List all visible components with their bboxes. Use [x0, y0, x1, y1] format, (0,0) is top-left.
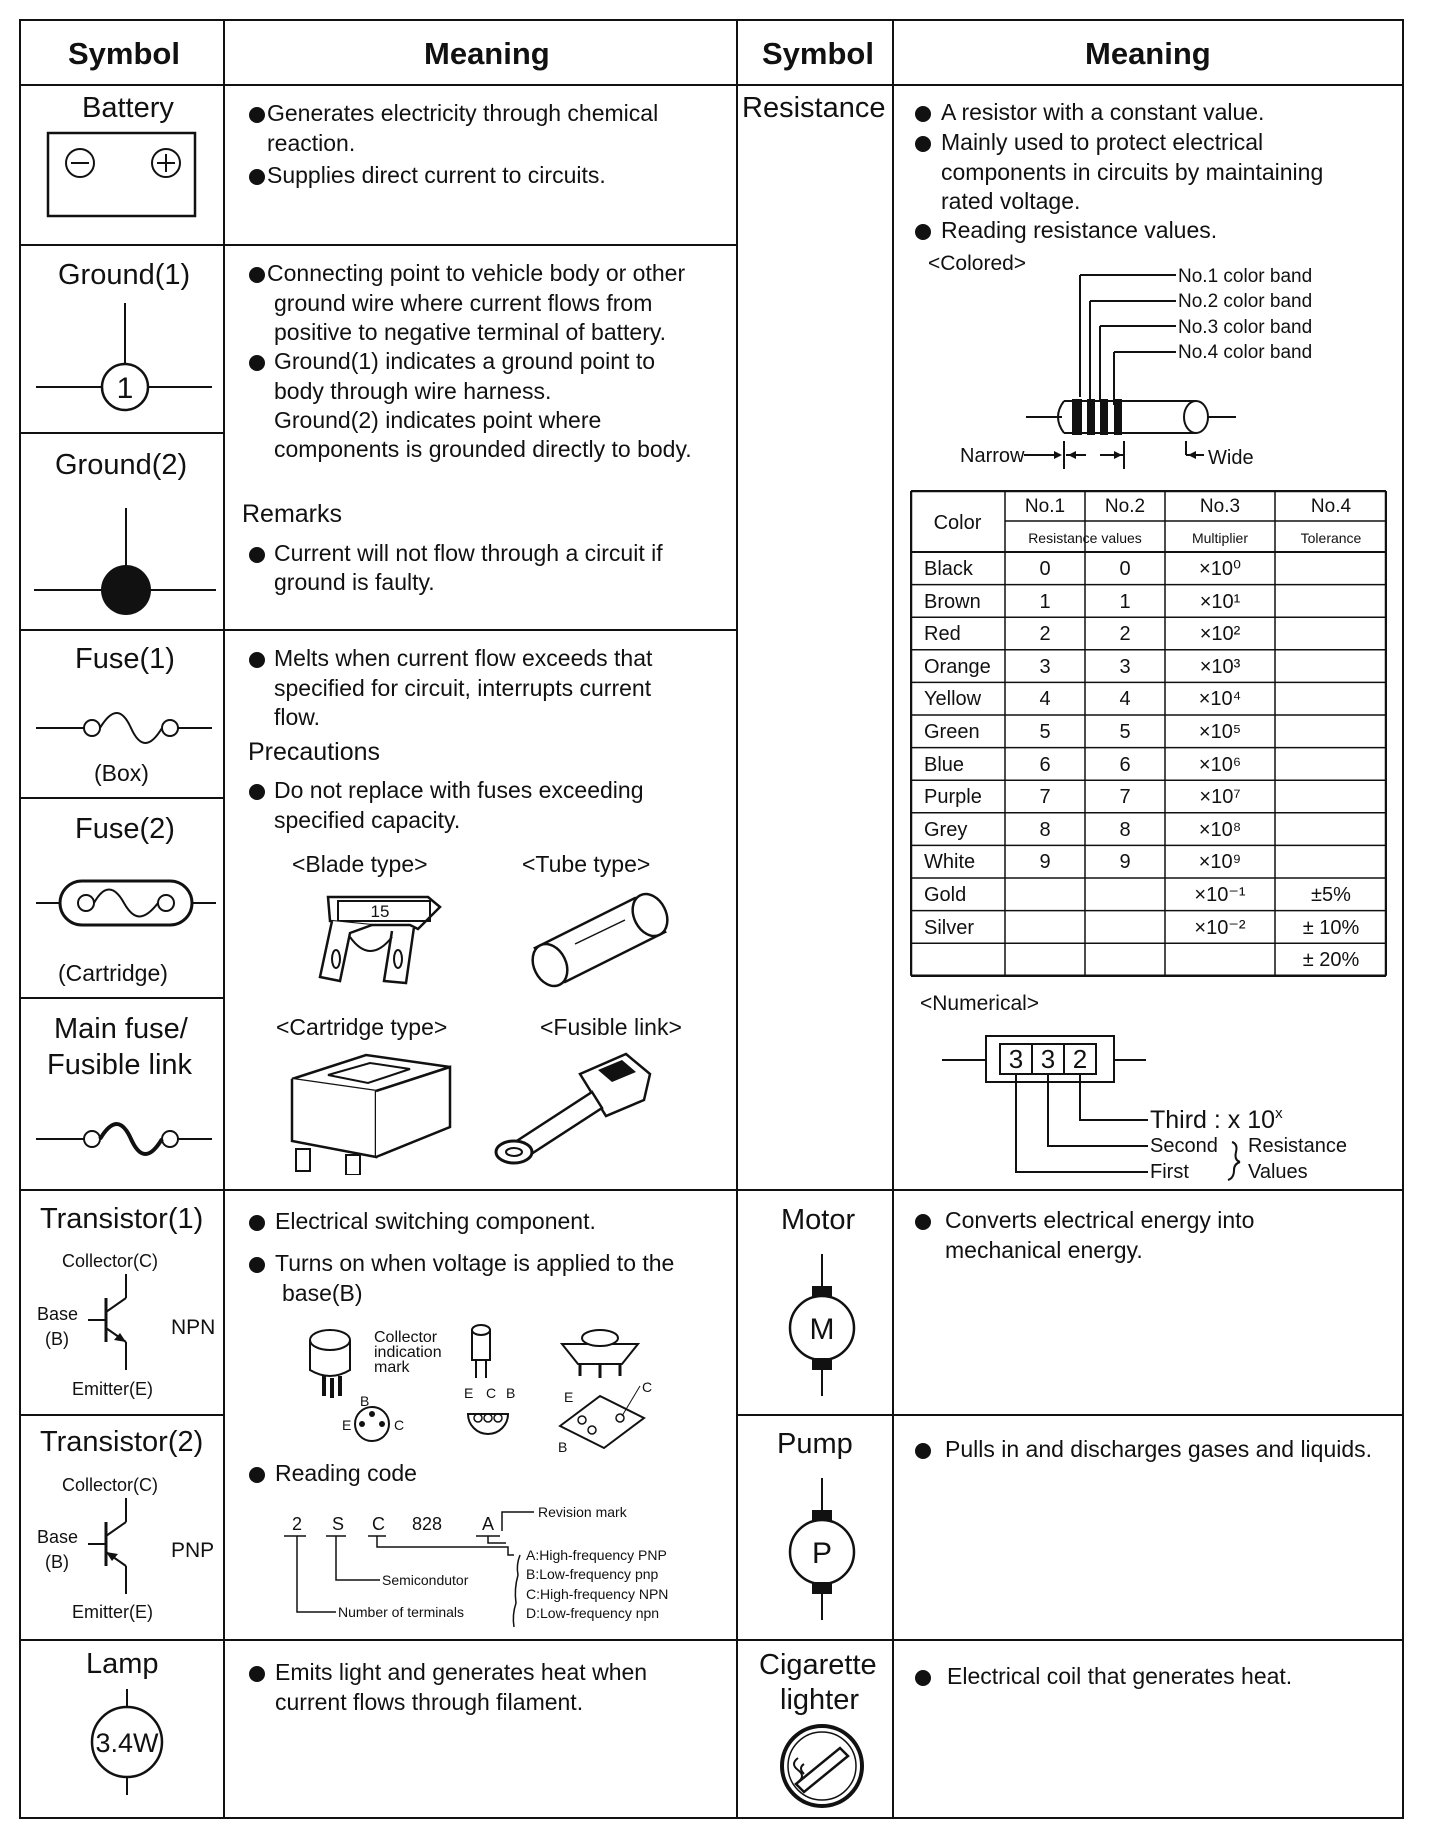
ground-remark-1: Current will not flow through a circuit if — [274, 540, 663, 566]
band-label-4: No.4 color band — [1178, 342, 1313, 363]
transistor2-emitter: Emitter(E) — [72, 1602, 153, 1622]
ground1-label: 1 — [116, 372, 134, 405]
ground-line-6: Ground(2) indicates point where — [274, 407, 602, 433]
table-cell-no1: 9 — [1039, 851, 1051, 874]
table-cell-multiplier: ×10⁰ — [1199, 558, 1241, 580]
transistor1-collector: Collector(C) — [62, 1251, 159, 1271]
table-subheader-multiplier: Multiplier — [1191, 530, 1248, 546]
table-cell-no2: 9 — [1119, 851, 1131, 874]
table-cell-no1: 0 — [1039, 558, 1051, 580]
transistor1-npn: NPN — [171, 1316, 216, 1339]
table-cell-no2: 3 — [1119, 655, 1131, 678]
ground-line-2: ground wire where current flows from — [274, 290, 653, 316]
table-cell-color: Black — [924, 558, 973, 580]
bullet — [915, 224, 931, 240]
table-cell-no1: 1 — [1039, 590, 1051, 613]
pin-c-2: C — [486, 1385, 497, 1401]
table-cell-multiplier: ×10⁻² — [1194, 916, 1246, 939]
battery-line-3: Supplies direct current to circuits. — [267, 162, 606, 188]
pump-title: Pump — [777, 1428, 853, 1460]
type-b: B:Low-frequency pnp — [526, 1566, 659, 1582]
table-cell-color: Gold — [924, 884, 967, 906]
motor-title: Motor — [781, 1204, 856, 1236]
collector-label-3: mark — [374, 1359, 410, 1376]
resistance-line-3: components in circuits by maintaining — [941, 159, 1324, 185]
code-digit: 2 — [292, 1514, 303, 1534]
third-sup: x — [1275, 1105, 1283, 1122]
type-c: C:High-frequency NPN — [526, 1586, 669, 1602]
table-cell-no1: 3 — [1039, 655, 1051, 678]
table-cell-color: White — [924, 851, 976, 874]
table-cell-color: Grey — [924, 818, 968, 841]
transistor1-title: Transistor(1) — [40, 1203, 204, 1235]
fusible-link-illustration — [490, 1040, 690, 1170]
bullet — [915, 1443, 931, 1459]
ground2-symbol — [22, 500, 222, 650]
table-header-color: Color — [933, 512, 982, 534]
band-label-1: No.1 color band — [1178, 266, 1313, 287]
bullet — [249, 784, 265, 800]
fuse1-box: (Box) — [94, 760, 149, 786]
motor-symbol — [772, 1250, 872, 1400]
cigarette-title-1: Cigarette — [759, 1649, 877, 1681]
bullet — [249, 652, 265, 668]
fusible-link-symbol — [22, 1115, 222, 1165]
color-code-table — [910, 490, 1387, 983]
pin-b-1: B — [360, 1393, 370, 1409]
bullet — [249, 1666, 265, 1682]
code-revision: A — [482, 1514, 495, 1534]
ground-line-7: components is grounded directly to body. — [274, 436, 692, 462]
colored-resistor-diagram — [940, 255, 1370, 485]
pin-e-1: E — [342, 1417, 352, 1433]
table-cell-color: Brown — [924, 590, 981, 613]
fuse2-symbol — [22, 867, 222, 937]
table-cell-multiplier: ×10³ — [1199, 655, 1241, 678]
header-symbol: Symbol — [68, 36, 180, 71]
npn-transistor-symbol — [82, 1270, 162, 1380]
table-cell-multiplier: ×10⁶ — [1198, 753, 1242, 776]
ground-line-5: body through wire harness. — [274, 378, 552, 404]
fuse-line-2: specified for circuit, interrupts current — [274, 675, 652, 701]
ground-remarks-title: Remarks — [242, 500, 343, 528]
transistor-line-1: Electrical switching component. — [275, 1208, 596, 1234]
bullet — [249, 107, 265, 123]
type-a: A:High-frequency PNP — [526, 1547, 667, 1563]
ground-remark-2: ground is faulty. — [274, 569, 435, 595]
pnp-transistor-symbol — [82, 1494, 162, 1604]
ground-line-3: positive to negative terminal of battery. — [274, 319, 667, 345]
transistor1-emitter: Emitter(E) — [72, 1379, 153, 1399]
blade-fuse-rating: 15 — [370, 902, 390, 921]
table-cell-no2: 6 — [1119, 753, 1131, 776]
header-symbol-2: Symbol — [762, 36, 874, 71]
third-label — [1150, 1105, 1283, 1134]
table-subheader-tolerance: Tolerance — [1300, 530, 1362, 546]
bullet — [915, 136, 931, 152]
fuse1-symbol — [22, 705, 222, 755]
cigarette-lighter-symbol — [774, 1718, 874, 1818]
pump-line-1: Pulls in and discharges gases and liquids. — [945, 1436, 1373, 1462]
revision-label: Revision mark — [538, 1505, 627, 1520]
transistor-line-3: base(B) — [282, 1280, 363, 1306]
tube-type-label: <Tube type> — [522, 851, 651, 877]
pump-label: P — [811, 1537, 833, 1570]
pin-b-2: B — [506, 1385, 516, 1401]
table-cell-tolerance: ± 10% — [1302, 916, 1360, 939]
lamp-label: 3.4W — [95, 1728, 159, 1758]
table-cell-multiplier: ×10¹ — [1199, 590, 1241, 613]
code-letter-s: S — [332, 1514, 345, 1534]
colored-label: <Colored> — [928, 252, 1027, 275]
resistance-line-2: Mainly used to protect electrical — [941, 129, 1264, 155]
transistor-line-2: Turns on when voltage is applied to the — [275, 1250, 675, 1276]
table-cell-no2: 8 — [1119, 818, 1131, 841]
table-cell-color: Green — [924, 721, 980, 743]
table-cell-color: Silver — [924, 916, 975, 939]
header-meaning-2: Meaning — [1085, 36, 1211, 71]
table-cell-multiplier: ×10⁴ — [1198, 688, 1242, 711]
transistor2-collector: Collector(C) — [62, 1475, 159, 1495]
table-cell-no1: 4 — [1039, 688, 1051, 711]
table-cell-multiplier: ×10⁹ — [1198, 851, 1242, 874]
band-label-3: No.3 color band — [1178, 317, 1313, 338]
wide-label: Wide — [1208, 447, 1254, 469]
resistance-values-label-1: Resistance — [1248, 1135, 1347, 1157]
type-d: D:Low-frequency npn — [526, 1605, 660, 1621]
main-fuse-title-1: Main fuse/ — [54, 1013, 188, 1045]
transistor2-base: Base — [37, 1527, 79, 1547]
first-label: First — [1150, 1161, 1189, 1183]
blade-type-label: <Blade type> — [292, 851, 428, 877]
numerical-label: <Numerical> — [920, 992, 1040, 1015]
motor-line-1: Converts electrical energy into — [945, 1207, 1255, 1233]
tube-fuse-illustration — [515, 880, 685, 990]
reading-code-title: Reading code — [275, 1460, 417, 1486]
transistor2-title: Transistor(2) — [40, 1426, 204, 1458]
ground2-title: Ground(2) — [55, 449, 188, 481]
transistor2-base-b: (B) — [45, 1552, 69, 1572]
transistor-reading-code-diagram — [270, 1505, 690, 1635]
bullet — [249, 169, 265, 185]
terminals-label: Number of terminals — [338, 1604, 465, 1620]
table-cell-no1: 8 — [1039, 818, 1051, 841]
fuse-precautions-title: Precautions — [248, 738, 381, 766]
table-header-no3: No.3 — [1199, 496, 1241, 517]
table-header-no4: No.4 — [1310, 496, 1352, 517]
transistor-package-illustrations — [300, 1320, 680, 1460]
lamp-symbol — [72, 1685, 182, 1815]
bullet — [249, 1215, 265, 1231]
table-cell-no1: 6 — [1039, 753, 1051, 776]
ground-line-1: Connecting point to vehicle body or other — [267, 260, 686, 286]
bullet — [249, 355, 265, 371]
bullet — [249, 1467, 265, 1483]
table-subheader-resistance: Resistance values — [1028, 530, 1142, 546]
table-cell-multiplier: ×10⁵ — [1198, 721, 1242, 743]
battery-symbol — [40, 125, 200, 225]
table-cell-no2: 0 — [1119, 558, 1131, 580]
transistor2-pnp: PNP — [171, 1539, 215, 1562]
table-cell-tolerance: ± 20% — [1302, 949, 1360, 972]
table-cell-no2: 7 — [1119, 786, 1131, 809]
transistor1-base-b: (B) — [45, 1329, 69, 1349]
table-cell-color: Yellow — [924, 688, 982, 711]
lamp-line-1: Emits light and generates heat when — [275, 1659, 648, 1685]
fuse-precaution-2: specified capacity. — [274, 807, 461, 833]
table-cell-tolerance: ±5% — [1311, 884, 1351, 906]
pin-c-3: C — [642, 1379, 653, 1395]
table-cell-color: Red — [924, 623, 961, 646]
ground-line-4: Ground(1) indicates a ground point to — [274, 348, 656, 374]
semicon-label: Semicondutor — [382, 1572, 469, 1588]
table-cell-multiplier: ×10⁷ — [1199, 786, 1241, 809]
narrow-label: Narrow — [960, 445, 1025, 467]
pin-c-1: C — [394, 1417, 405, 1433]
cigarette-line-1: Electrical coil that generates heat. — [947, 1663, 1293, 1689]
table-header-no1: No.1 — [1024, 496, 1066, 517]
table-cell-no1: 2 — [1039, 623, 1051, 646]
table-header-no2: No.2 — [1104, 496, 1146, 517]
header-meaning: Meaning — [424, 36, 550, 71]
third-text: Third : x 10 — [1150, 1106, 1276, 1134]
numerical-resistor-diagram — [940, 1020, 1370, 1190]
table-cell-no2: 5 — [1119, 721, 1131, 743]
bullet — [249, 267, 265, 283]
resistance-line-1: A resistor with a constant value. — [941, 99, 1265, 125]
bullet — [249, 1257, 265, 1273]
table-cell-multiplier: ×10⁻¹ — [1194, 884, 1246, 906]
resistance-values-label-2: Values — [1248, 1161, 1308, 1183]
cigarette-title-2: lighter — [780, 1684, 859, 1716]
pin-e-2: E — [464, 1385, 474, 1401]
pin-e-3: E — [564, 1389, 574, 1405]
motor-line-2: mechanical energy. — [945, 1237, 1143, 1263]
table-cell-no2: 4 — [1119, 688, 1131, 711]
resistance-line-5: Reading resistance values. — [941, 217, 1218, 243]
collector-label-1: Collector — [374, 1329, 438, 1346]
table-cell-multiplier: ×10² — [1199, 623, 1241, 646]
second-label: Second — [1150, 1135, 1218, 1157]
collector-label-2: indication — [374, 1344, 442, 1361]
motor-label: M — [809, 1313, 835, 1346]
bullet — [249, 547, 265, 563]
bullet — [915, 106, 931, 122]
cartridge-fuse-illustration — [280, 1045, 460, 1175]
bullet — [915, 1670, 931, 1686]
table-cell-no1: 5 — [1039, 721, 1051, 743]
bullet — [915, 1214, 931, 1230]
table-cell-no2: 2 — [1119, 623, 1131, 646]
lamp-title: Lamp — [86, 1648, 159, 1680]
table-cell-color: Purple — [924, 786, 982, 809]
pump-symbol — [772, 1474, 872, 1624]
numerical-digit-2: 3 — [1040, 1044, 1056, 1074]
battery-line-1: Generates electricity through chemical — [267, 100, 659, 126]
code-number: 828 — [412, 1514, 443, 1534]
cartridge-type-label: <Cartridge type> — [276, 1014, 448, 1040]
main-fuse-title-2: Fusible link — [47, 1049, 193, 1081]
blade-fuse-illustration — [310, 885, 450, 995]
numerical-digit-3: 2 — [1072, 1044, 1088, 1074]
fusible-link-label: <Fusible link> — [540, 1014, 682, 1040]
resistance-line-4: rated voltage. — [941, 188, 1081, 214]
pin-b-3: B — [558, 1439, 568, 1455]
table-cell-color: Orange — [924, 655, 991, 678]
transistor1-base: Base — [37, 1304, 79, 1324]
fuse-line-3: flow. — [274, 704, 321, 730]
ground1-title: Ground(1) — [58, 259, 191, 291]
resistance-title: Resistance — [742, 92, 886, 124]
table-cell-multiplier: ×10⁸ — [1198, 818, 1242, 841]
ground1-symbol — [22, 295, 222, 445]
table-cell-color: Blue — [924, 753, 965, 776]
code-letter-c: C — [372, 1514, 385, 1534]
table-cell-no1: 7 — [1039, 786, 1051, 809]
fuse-line-1: Melts when current flow exceeds that — [274, 645, 653, 671]
numerical-digit-1: 3 — [1008, 1044, 1024, 1074]
fuse-precaution-1: Do not replace with fuses exceeding — [274, 777, 644, 803]
fuse2-cartridge: (Cartridge) — [58, 960, 168, 986]
battery-title: Battery — [82, 92, 174, 124]
band-label-2: No.2 color band — [1178, 291, 1313, 312]
fuse1-title: Fuse(1) — [75, 643, 175, 675]
fuse2-title: Fuse(2) — [75, 813, 175, 845]
table-cell-no2: 1 — [1119, 590, 1131, 613]
lamp-line-2: current flows through filament. — [275, 1689, 584, 1715]
battery-line-2: reaction. — [267, 130, 356, 156]
